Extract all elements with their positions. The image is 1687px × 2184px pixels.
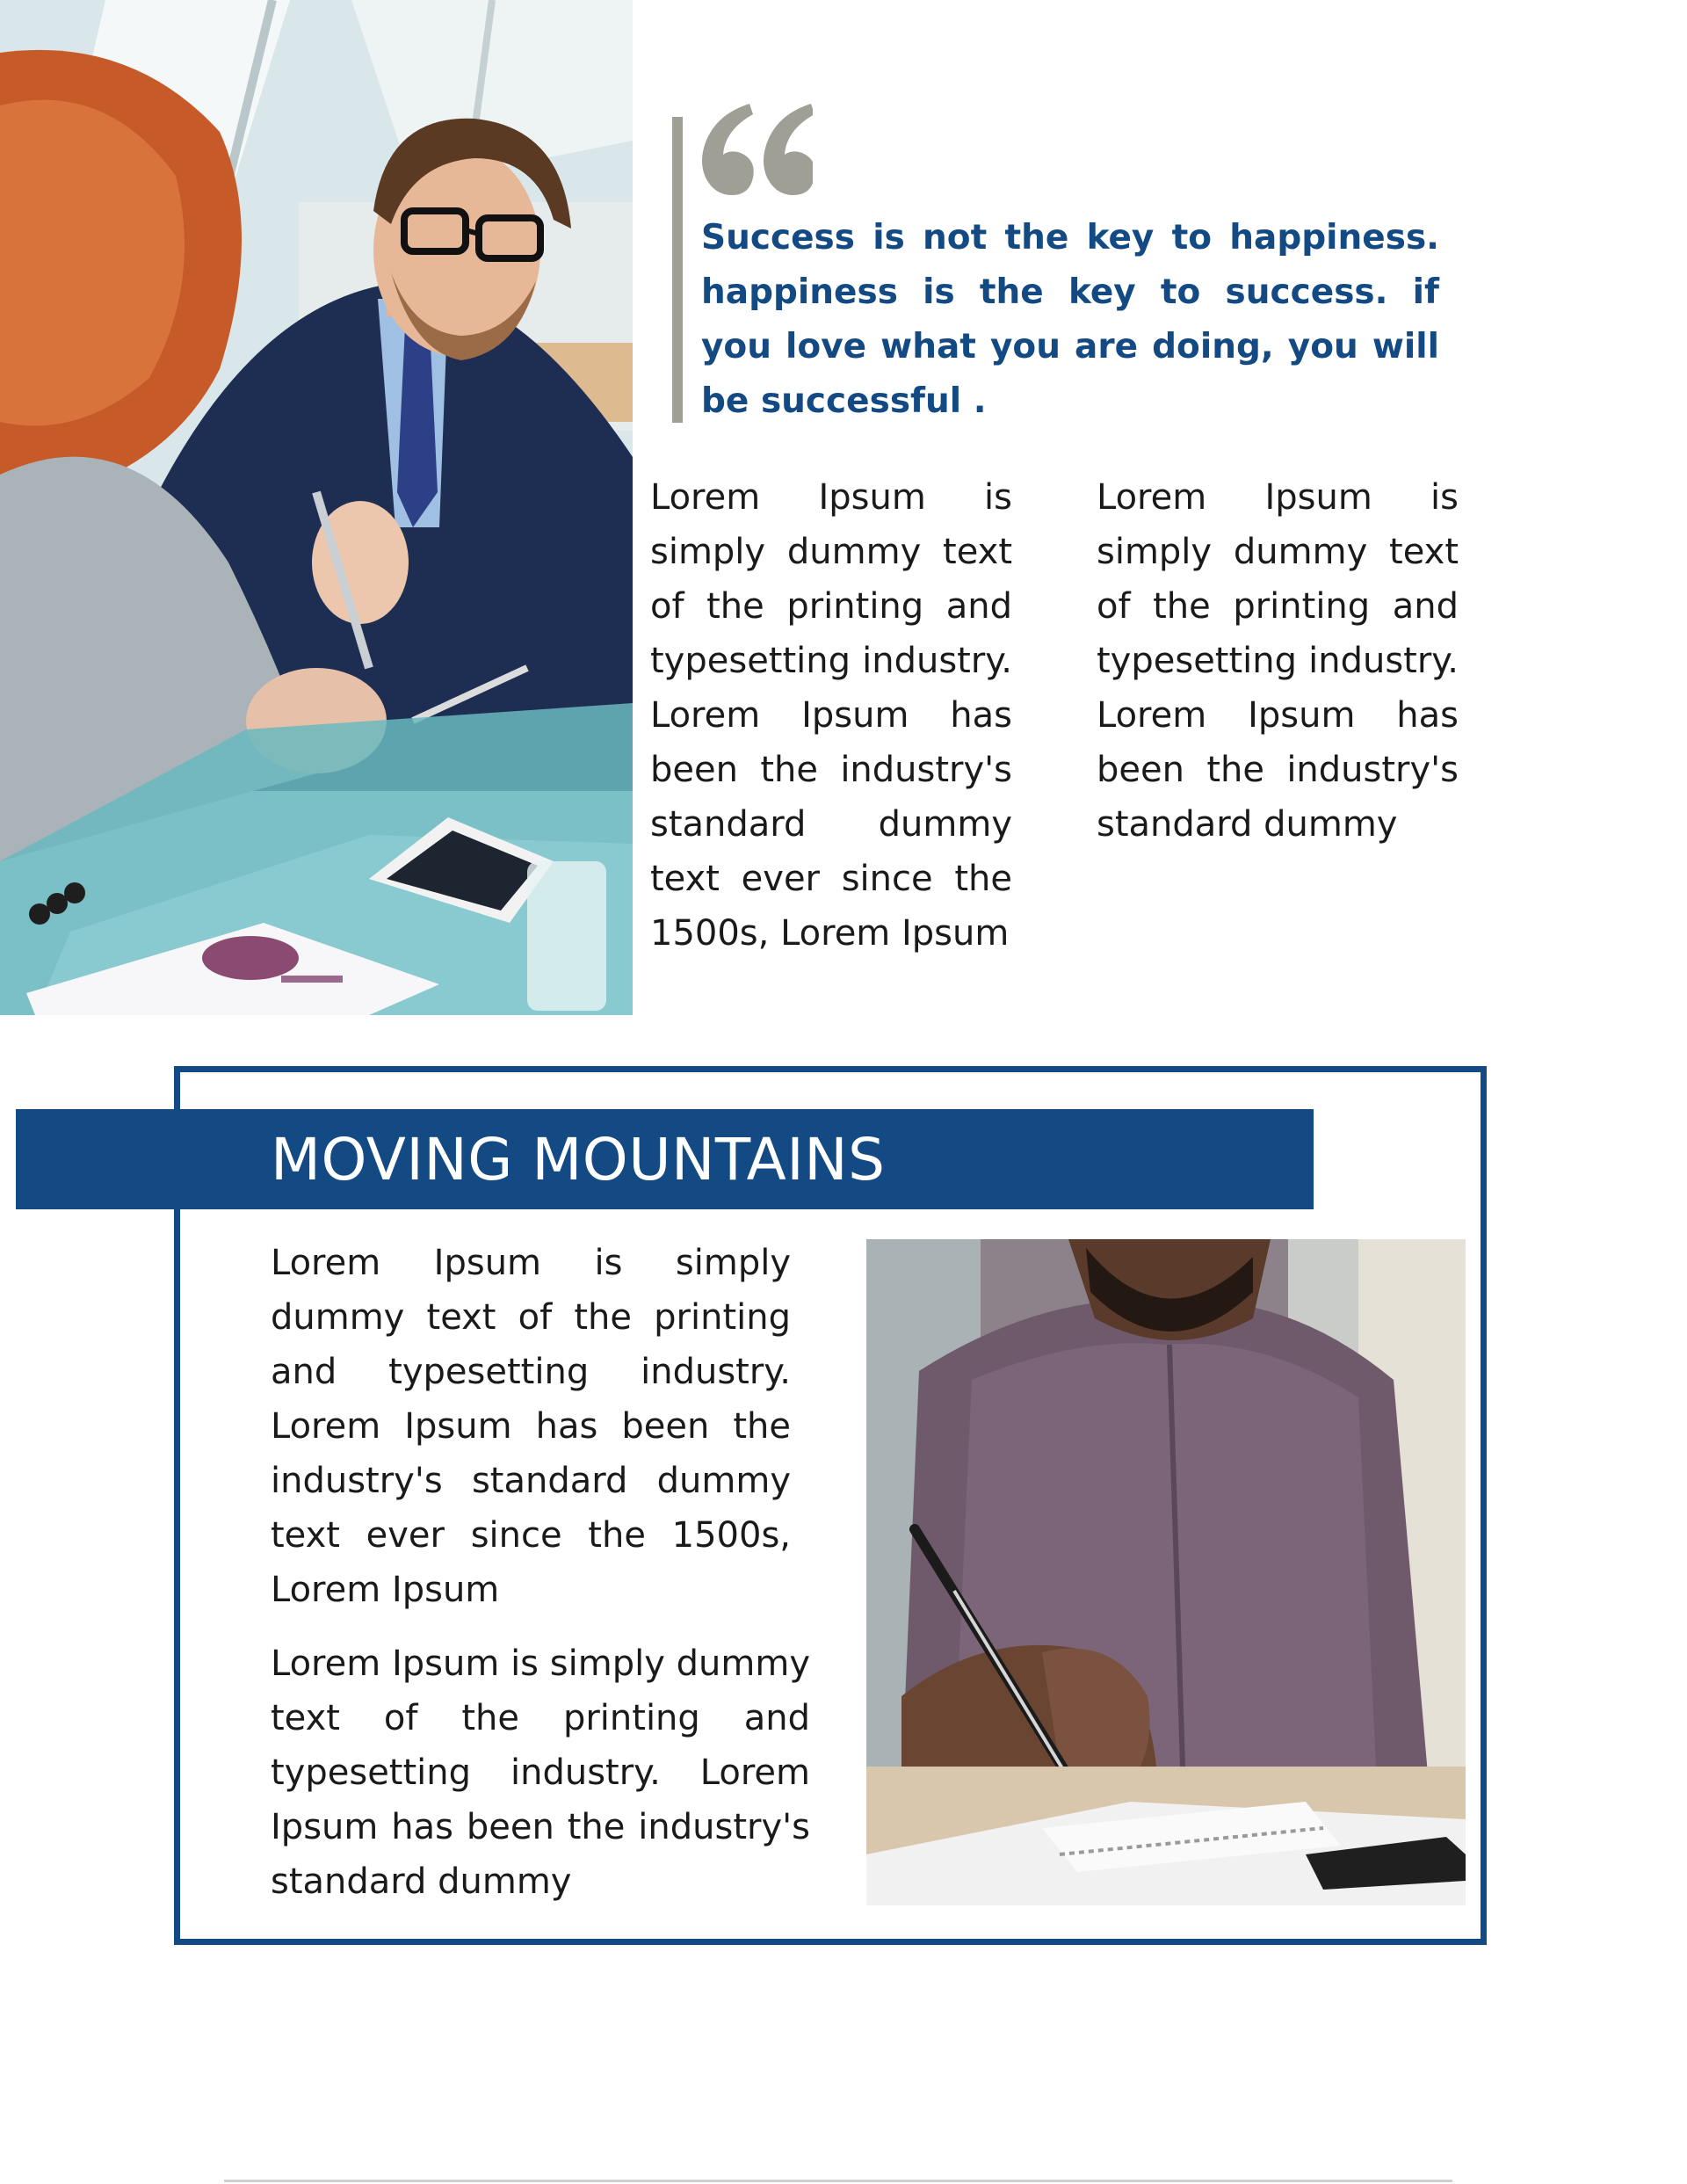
footer-divider (224, 2180, 1452, 2182)
feature-paragraph-2: Lorem Ipsum is simply dummy text of the printing and typesetting industry. Lorem Ipsum has been the industry's standard dummy (271, 1643, 810, 1902)
business-meeting-photo (0, 0, 633, 1015)
intro-column-2: Lorem Ipsum is simply dummy text of the printing and typesetting industry. Lorem Ipsum has been the industry's standard dummy (1097, 477, 1459, 845)
quote-accent-bar (672, 117, 683, 423)
intro-column-1: Lorem Ipsum is simply dummy text of the printing and typesetting industry. Lorem Ipsum has been the industry's standard dummy text ever since the 1500s, Lorem Ipsum (650, 477, 1012, 954)
feature-paragraph-1: Lorem Ipsum is simply dummy text of the printing and typesetting industry. Lorem Ipsum has been the industry's standard dummy text ever since the 1500s, Lorem Ipsum (271, 1243, 791, 1610)
pull-quote: Success is not the key to happiness. happiness is the key to success. if you love what you are doing, you will be successful . (701, 218, 1439, 421)
man-writing-photo (866, 1239, 1466, 1905)
feature-title: MOVING MOUNTAINS (271, 1126, 886, 1194)
quote-mark-icon (699, 104, 813, 200)
